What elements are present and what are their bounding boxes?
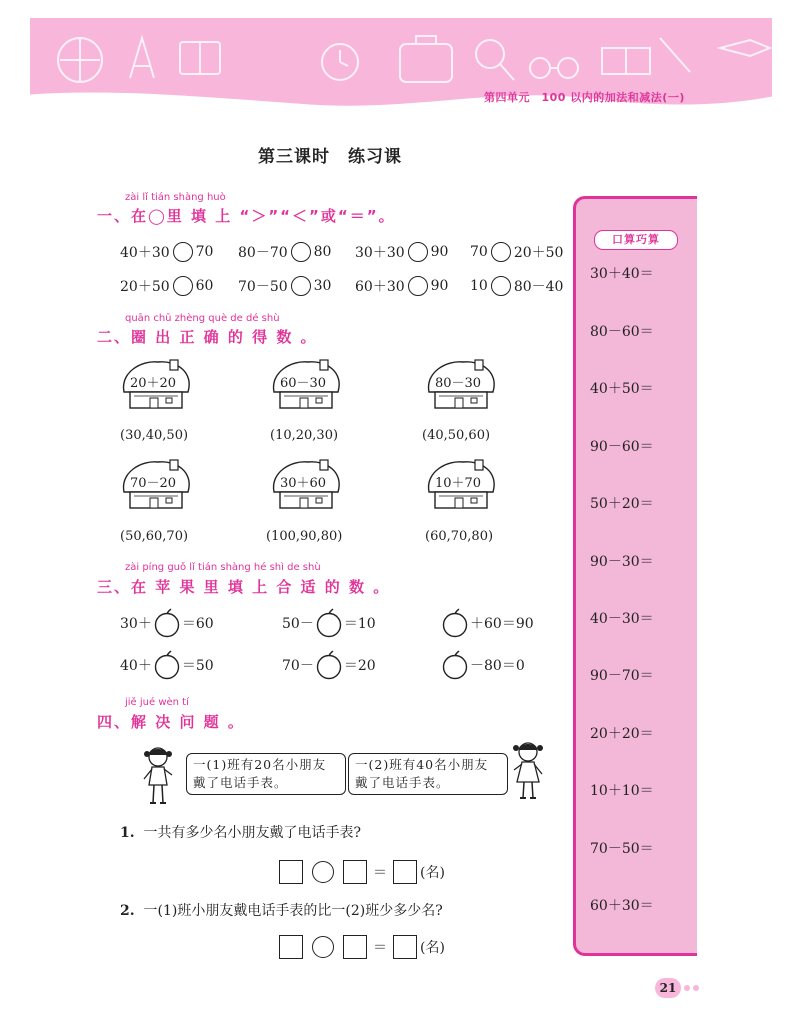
apple-equation: 70－ ＝20: [282, 650, 376, 680]
section-heading-compare: 一、在◯里 填 上 “＞”“＜”或“＝”。: [97, 207, 396, 225]
house-card: [425, 458, 501, 512]
apple-blank-icon[interactable]: [316, 608, 342, 638]
house-card: [270, 458, 346, 512]
house-expression: 30＋60: [279, 476, 327, 491]
apple-blank-icon[interactable]: [316, 650, 342, 680]
girl-figure-icon: [510, 740, 546, 804]
mental-math-item: 80－60＝: [590, 324, 654, 340]
apple-blank-icon[interactable]: [442, 650, 468, 680]
answer-circle[interactable]: [408, 242, 428, 262]
answer-circle[interactable]: [173, 276, 193, 296]
page-number: 21: [655, 978, 681, 998]
answer-choices[interactable]: (50,60,70): [120, 529, 189, 544]
answer-equation: ＝ (名): [276, 935, 445, 959]
house-expression: 60－30: [279, 376, 327, 391]
apple-blank-icon[interactable]: [442, 608, 468, 638]
answer-equation: ＝ (名): [276, 860, 445, 884]
mental-math-item: 50＋20＝: [590, 496, 654, 512]
speech-bubble: [186, 753, 346, 795]
answer-circle[interactable]: [491, 242, 511, 262]
answer-circle[interactable]: [173, 242, 193, 262]
compare-item: 40＋30 70: [120, 244, 214, 261]
answer-choices[interactable]: (100,90,80): [266, 529, 343, 544]
answer-choices[interactable]: (30,40,50): [120, 428, 189, 443]
house-card: [120, 458, 196, 512]
section-heading-circle-answer: 二、圈 出 正 确 的 得 数 。: [97, 328, 318, 346]
answer-box[interactable]: [279, 935, 303, 959]
answer-choices[interactable]: (10,20,30): [270, 428, 339, 443]
apple-equation: 40＋ ＝50: [120, 650, 214, 680]
mental-math-badge: 口算巧算: [594, 230, 678, 250]
operator-circle[interactable]: [312, 936, 334, 958]
answer-box[interactable]: [393, 935, 417, 959]
answer-circle[interactable]: [291, 276, 311, 296]
house-card: [120, 358, 196, 412]
section-heading-apples: 三、在 苹 果 里 填 上 合 适 的 数 。: [97, 578, 391, 596]
decor-dot: [693, 985, 699, 991]
compare-item: 70－50 30: [238, 278, 332, 295]
mental-math-item: 20＋20＝: [590, 726, 654, 742]
girl-figure-icon: [140, 745, 176, 809]
house-expression: 20＋20: [129, 376, 177, 391]
apple-blank-icon[interactable]: [154, 608, 180, 638]
apple-equation: 50－ ＝10: [282, 608, 376, 638]
answer-box[interactable]: [343, 935, 367, 959]
answer-box[interactable]: [343, 860, 367, 884]
answer-circle[interactable]: [491, 276, 511, 296]
house-expression: 10＋70: [434, 476, 482, 491]
compare-item: 20＋50 60: [120, 278, 214, 295]
house-expression: 70－20: [129, 476, 177, 491]
mental-math-item: 60＋30＝: [590, 898, 654, 914]
mental-math-item: 70－50＝: [590, 841, 654, 857]
section-heading-word-problems: 四、解 决 问 题 。: [97, 713, 245, 731]
mental-math-item: 90－30＝: [590, 554, 654, 570]
speech-line: 一(1)班有20名小朋友: [193, 757, 327, 772]
compare-item: 70 20＋50: [470, 244, 564, 261]
mental-math-item: 10＋10＝: [590, 783, 654, 799]
question-2: 2. 一(1)班小朋友戴电话手表的比一(2)班少多少名?: [120, 903, 443, 919]
house-expression: 80－30: [434, 376, 482, 391]
decor-dot: [684, 985, 690, 991]
apple-blank-icon[interactable]: [154, 650, 180, 680]
compare-item: 10 80－40: [470, 278, 564, 295]
answer-circle[interactable]: [408, 276, 428, 296]
speech-line: 戴了电话手表。: [193, 775, 288, 790]
answer-choices[interactable]: (60,70,80): [425, 529, 494, 544]
compare-item: 80－70 80: [238, 244, 332, 261]
answer-circle[interactable]: [291, 242, 311, 262]
house-card: [270, 358, 346, 412]
answer-choices[interactable]: (40,50,60): [422, 428, 491, 443]
compare-item: 30＋30 90: [355, 244, 449, 261]
speech-line: 一(2)班有40名小朋友: [355, 757, 489, 772]
mental-math-item: 30＋40＝: [590, 266, 654, 282]
pinyin-line: jiě jué wèn tí: [125, 697, 189, 708]
house-card: [425, 358, 501, 412]
pinyin-line: zài píng guǒ lǐ tián shàng hé shì de shù: [125, 562, 321, 573]
mental-math-item: 40－30＝: [590, 611, 654, 627]
speech-line: 戴了电话手表。: [355, 775, 450, 790]
pinyin-line: quān chū zhèng què de dé shù: [125, 313, 280, 324]
answer-box[interactable]: [279, 860, 303, 884]
apple-equation: －80＝0: [440, 650, 525, 680]
apple-equation: ＋60＝90: [440, 608, 534, 638]
answer-box[interactable]: [393, 860, 417, 884]
apple-equation: 30＋ ＝60: [120, 608, 214, 638]
mental-math-item: 90－60＝: [590, 439, 654, 455]
chapter-label: 第四单元 100 以内的加法和减法(一): [484, 91, 685, 104]
pinyin-line: zài lǐ tián shàng huò: [125, 192, 226, 203]
compare-item: 60＋30 90: [355, 278, 449, 295]
operator-circle[interactable]: [312, 861, 334, 883]
mental-math-item: 90－70＝: [590, 668, 654, 684]
page-title: 第三课时 练习课: [258, 147, 402, 167]
speech-bubble: [348, 753, 508, 795]
mental-math-item: 40＋50＝: [590, 381, 654, 397]
question-1: 1. 一共有多少名小朋友戴了电话手表?: [120, 825, 362, 841]
